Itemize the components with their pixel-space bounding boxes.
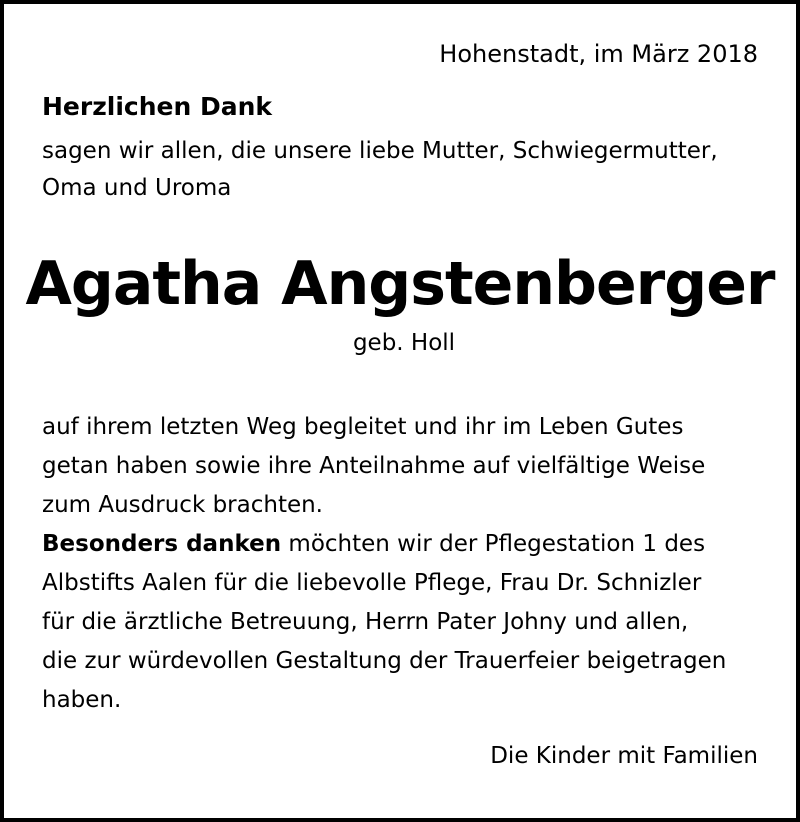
body-line-2: getan haben sowie ihre Anteilnahme auf vielfältige Weise [42, 453, 706, 479]
special-line-2: für die ärztliche Betreuung, Herrn Pater Johny und allen, [42, 609, 689, 635]
place-date: Hohenstadt, im März 2018 [439, 40, 758, 68]
intro-line-2: Oma und Uroma [42, 175, 232, 201]
special-line-4: haben. [42, 687, 122, 713]
special-line-3: die zur würdevollen Gestaltung der Trauerfeier beigetragen [42, 648, 727, 674]
deceased-name: Agatha Angstenberger [25, 249, 775, 319]
body-line-1: auf ihrem letzten Weg begleitet und ihr im Leben Gutes [42, 414, 684, 440]
birth-name: geb. Holl [352, 330, 456, 356]
special-thanks-rest: möchten wir der Pflegestation 1 des [281, 531, 706, 557]
body-line-3: zum Ausdruck brachten. [42, 492, 323, 518]
special-line-1: Albstifts Aalen für die liebevolle Pflege, Frau Dr. Schnizler [42, 570, 702, 596]
special-thanks-lead: Besonders danken [42, 531, 282, 557]
special-thanks-line [42, 531, 705, 557]
intro-line-1: sagen wir allen, die unsere liebe Mutter, Schwiegermutter, [42, 138, 718, 164]
signature: Die Kinder mit Familien [490, 743, 758, 769]
thanks-heading: Herzlichen Dank [42, 92, 273, 121]
